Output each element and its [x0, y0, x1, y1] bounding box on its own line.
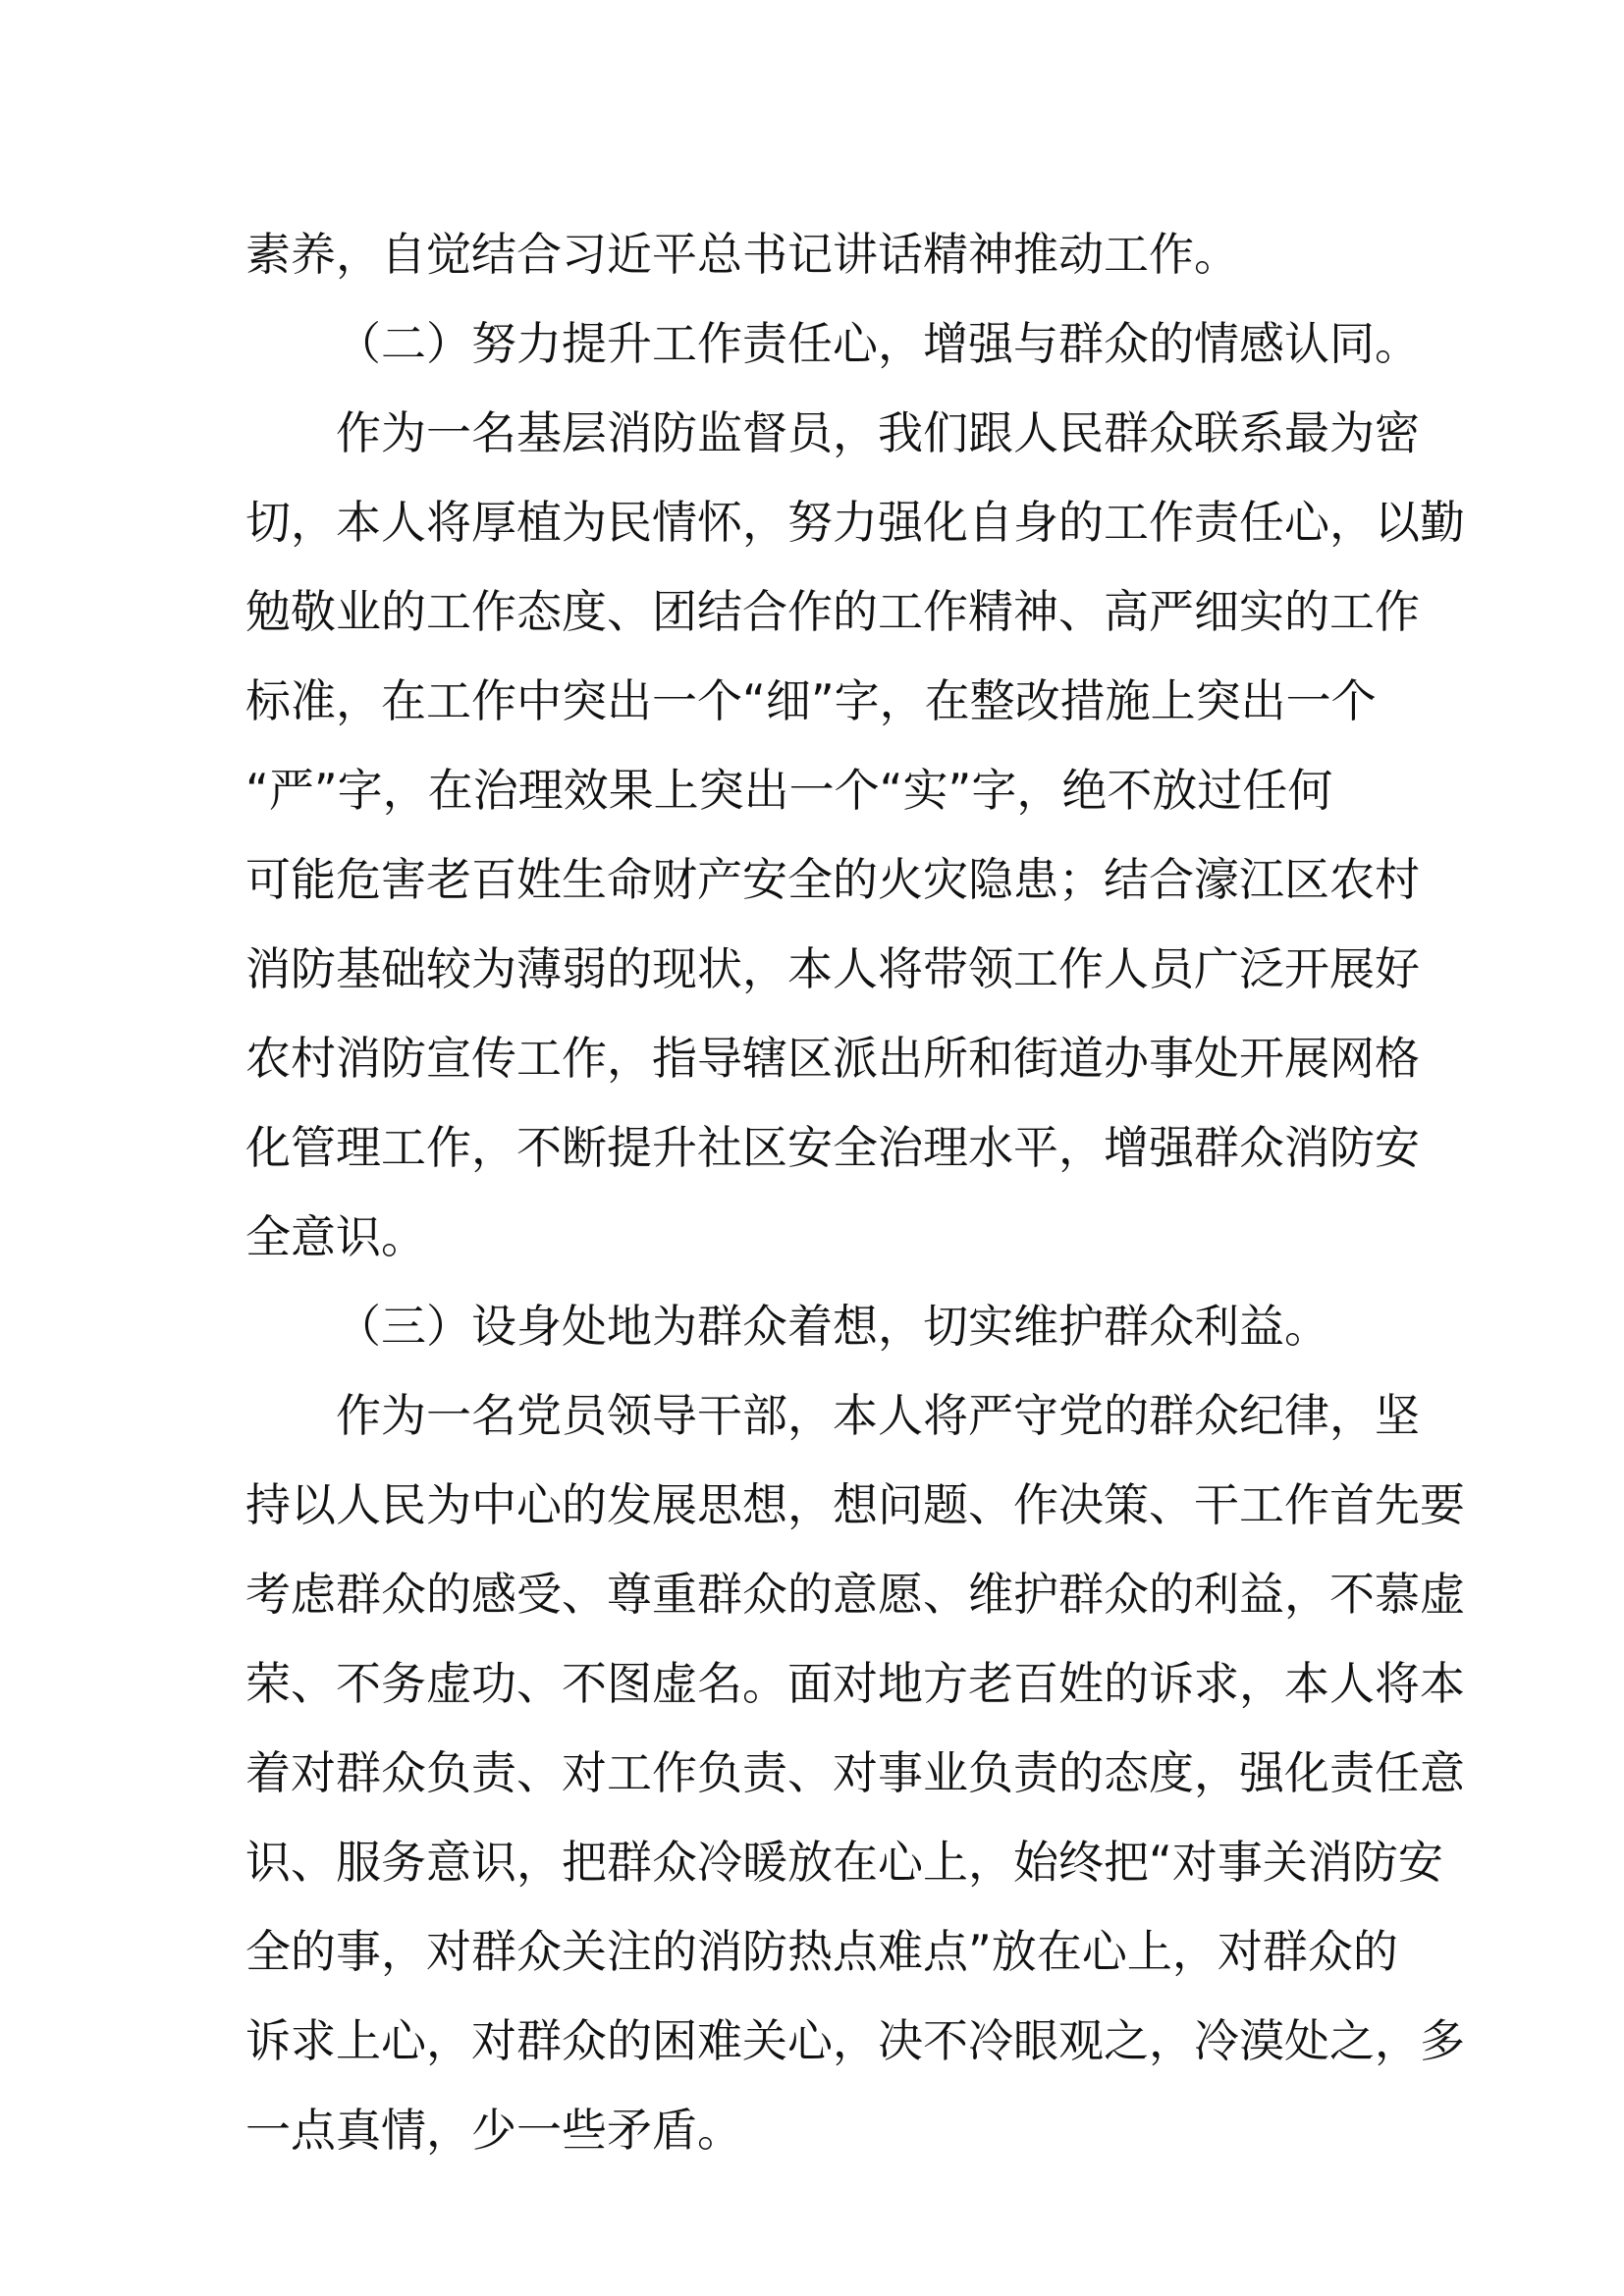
text-line: 标准，在工作中突出一个“细”字，在整改措施上突出一个 — [245, 674, 1377, 727]
text-line: 化管理工作，不断提升社区安全治理水平，增强群众消防安 — [245, 1121, 1420, 1174]
text-line: 农村消防宣传工作，指导辖区派出所和街道办事处开展网格 — [245, 1032, 1420, 1085]
text-line: “严”字，在治理效果上突出一个“实”字，绝不放过任何 — [245, 764, 1333, 817]
text-line: 识、服务意识，把群众冷暖放在心上，始终把“对事关消防安 — [245, 1836, 1443, 1889]
document-body — [245, 210, 1465, 2175]
text-line: 消防基础较为薄弱的现状，本人将带领工作人员广泛开展好 — [245, 942, 1420, 995]
text-line: 可能危害老百姓生命财产安全的火灾隐患；结合濠江区农村 — [245, 853, 1420, 906]
text-line: 诉求上心，对群众的困难关心，决不冷眼观之，冷漠处之，多 — [245, 2014, 1465, 2067]
text-line: 切，本人将厚植为民情怀，努力强化自身的工作责任心，以勤 — [245, 496, 1465, 549]
text-line: 全意识。 — [245, 1210, 426, 1263]
paragraph-first-line: 作为一名基层消防监督员，我们跟人民群众联系最为密 — [336, 406, 1420, 459]
text-line: 素养，自觉结合习近平总书记讲话精神推动工作。 — [245, 228, 1239, 281]
section-heading: （三）设身处地为群众着想，切实维护群众利益。 — [336, 1300, 1329, 1353]
text-line: 考虑群众的感受、尊重群众的意愿、维护群众的利益，不慕虚 — [245, 1568, 1465, 1621]
text-line: 荣、不务虚功、不图虚名。面对地方老百姓的诉求，本人将本 — [245, 1657, 1465, 1710]
text-line: 一点真情，少一些矛盾。 — [245, 2104, 742, 2157]
section-heading: （二）努力提升工作责任心，增强与群众的情感认同。 — [336, 317, 1420, 370]
paragraph-first-line: 作为一名党员领导干部，本人将严守党的群众纪律，坚 — [336, 1389, 1420, 1442]
text-line: 着对群众负责、对工作负责、对事业负责的态度，强化责任意 — [245, 1746, 1465, 1799]
text-line: 勉敬业的工作态度、团结合作的工作精神、高严细实的工作 — [245, 585, 1420, 638]
text-line: 全的事，对群众关注的消防热点难点”放在心上，对群众的 — [245, 1925, 1398, 1978]
text-line: 持以人民为中心的发展思想，想问题、作决策、干工作首先要 — [245, 1478, 1465, 1531]
